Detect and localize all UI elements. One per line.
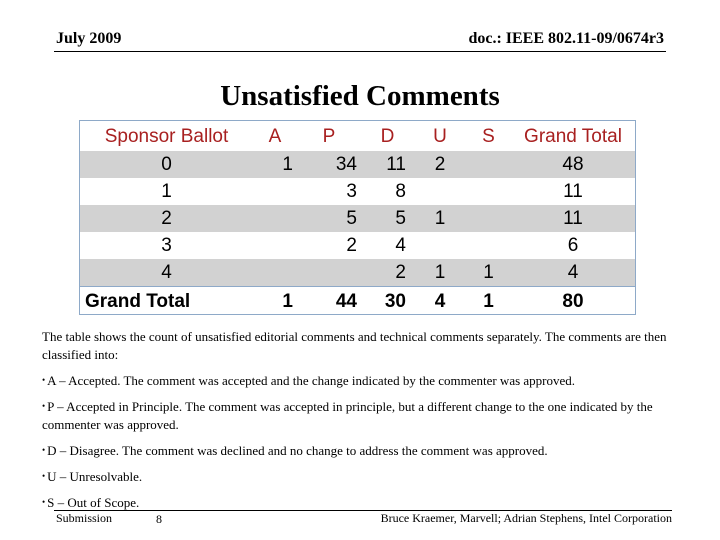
cell-u — [414, 178, 466, 205]
total-s: 1 — [466, 286, 511, 317]
table-row — [80, 232, 635, 259]
cell-grand-total: 11 — [563, 181, 583, 202]
total-grand-total: 80 — [511, 286, 635, 317]
cell-d: 11 — [386, 154, 406, 175]
cell-ballot: 0 — [161, 154, 172, 175]
cell-ballot: 3 — [161, 235, 172, 256]
cell-a — [253, 178, 297, 205]
table-header-row — [80, 121, 635, 151]
col-header-s: S — [482, 125, 495, 147]
ballot-table-frame — [79, 120, 636, 315]
bullet-disagree: • D – Disagree. The comment was declined and no change to address the comment was approved. — [42, 441, 682, 460]
col-header-grand-total: Grand Total — [524, 125, 622, 147]
cell-ballot: 1 — [161, 181, 172, 202]
cell-p: 3 — [346, 181, 357, 202]
cell-s — [466, 178, 511, 205]
total-u: 4 — [414, 286, 466, 317]
cell-a: 1 — [282, 154, 293, 175]
bullet-accepted-in-principle: • P – Accepted in Principle. The comment was accepted in principle, but a different change to the one indicated by the commenter was approved. — [42, 397, 682, 434]
table-row — [80, 178, 635, 205]
slide-title: Unsatisfied Comments — [220, 80, 500, 112]
cell-d: 8 — [395, 181, 406, 202]
cell-s: 1 — [483, 261, 494, 283]
cell-grand-total: 4 — [567, 261, 579, 283]
cell-s — [466, 151, 511, 178]
cell-d: 5 — [395, 208, 406, 229]
table-row — [80, 259, 635, 286]
cell-grand-total: 48 — [562, 154, 584, 175]
cell-ballot: 2 — [161, 208, 172, 229]
ballot-table — [80, 121, 635, 317]
total-label: Grand Total — [80, 286, 253, 317]
cell-u: 2 — [434, 154, 446, 175]
cell-a — [253, 232, 297, 259]
cell-a — [253, 259, 297, 286]
table-row — [80, 205, 635, 232]
total-d: 30 — [361, 286, 414, 317]
header-rule — [54, 51, 666, 52]
header-doc-id: doc.: IEEE 802.11-09/0674r3 — [468, 30, 664, 47]
cell-ballot: 4 — [161, 261, 172, 283]
cell-p: 2 — [346, 235, 357, 256]
col-header-sponsor-ballot: Sponsor Ballot — [104, 125, 229, 147]
cell-p: 5 — [346, 208, 357, 229]
bullet-out-of-scope: • S – Out of Scope. — [42, 493, 682, 512]
explanation-text — [42, 328, 682, 519]
footer-page-number: 8 — [156, 512, 162, 526]
table-total-row — [80, 286, 635, 317]
cell-s — [466, 205, 511, 232]
footer-submission: Submission — [56, 511, 113, 525]
intro-paragraph: The table shows the count of unsatisfied editorial comments and technical comments separately. The comments are then classified into: — [42, 329, 667, 362]
cell-s — [466, 232, 511, 259]
col-header-u: U — [433, 125, 447, 147]
header-date: July 2009 — [56, 30, 122, 47]
col-header-p: P — [322, 125, 336, 147]
cell-u: 1 — [434, 208, 446, 229]
bullet-accepted: • A – Accepted. The comment was accepted and the change indicated by the commenter was approved. — [42, 371, 682, 390]
cell-a — [253, 205, 297, 232]
cell-p — [297, 259, 361, 286]
cell-u: 1 — [434, 261, 446, 283]
table-row — [80, 151, 635, 178]
cell-grand-total: 11 — [563, 208, 583, 229]
footer-authors: Bruce Kraemer, Marvell; Adrian Stephens, Intel Corporation — [380, 511, 672, 525]
bullet-unresolvable: • U – Unresolvable. — [42, 467, 682, 486]
cell-p: 34 — [335, 154, 357, 175]
cell-u — [414, 232, 466, 259]
cell-d: 2 — [395, 261, 406, 283]
total-p: 44 — [297, 286, 361, 317]
total-a: 1 — [253, 286, 297, 317]
col-header-a: A — [268, 125, 282, 147]
cell-d: 4 — [395, 235, 406, 256]
cell-grand-total: 6 — [567, 235, 579, 256]
col-header-d: D — [380, 125, 395, 147]
